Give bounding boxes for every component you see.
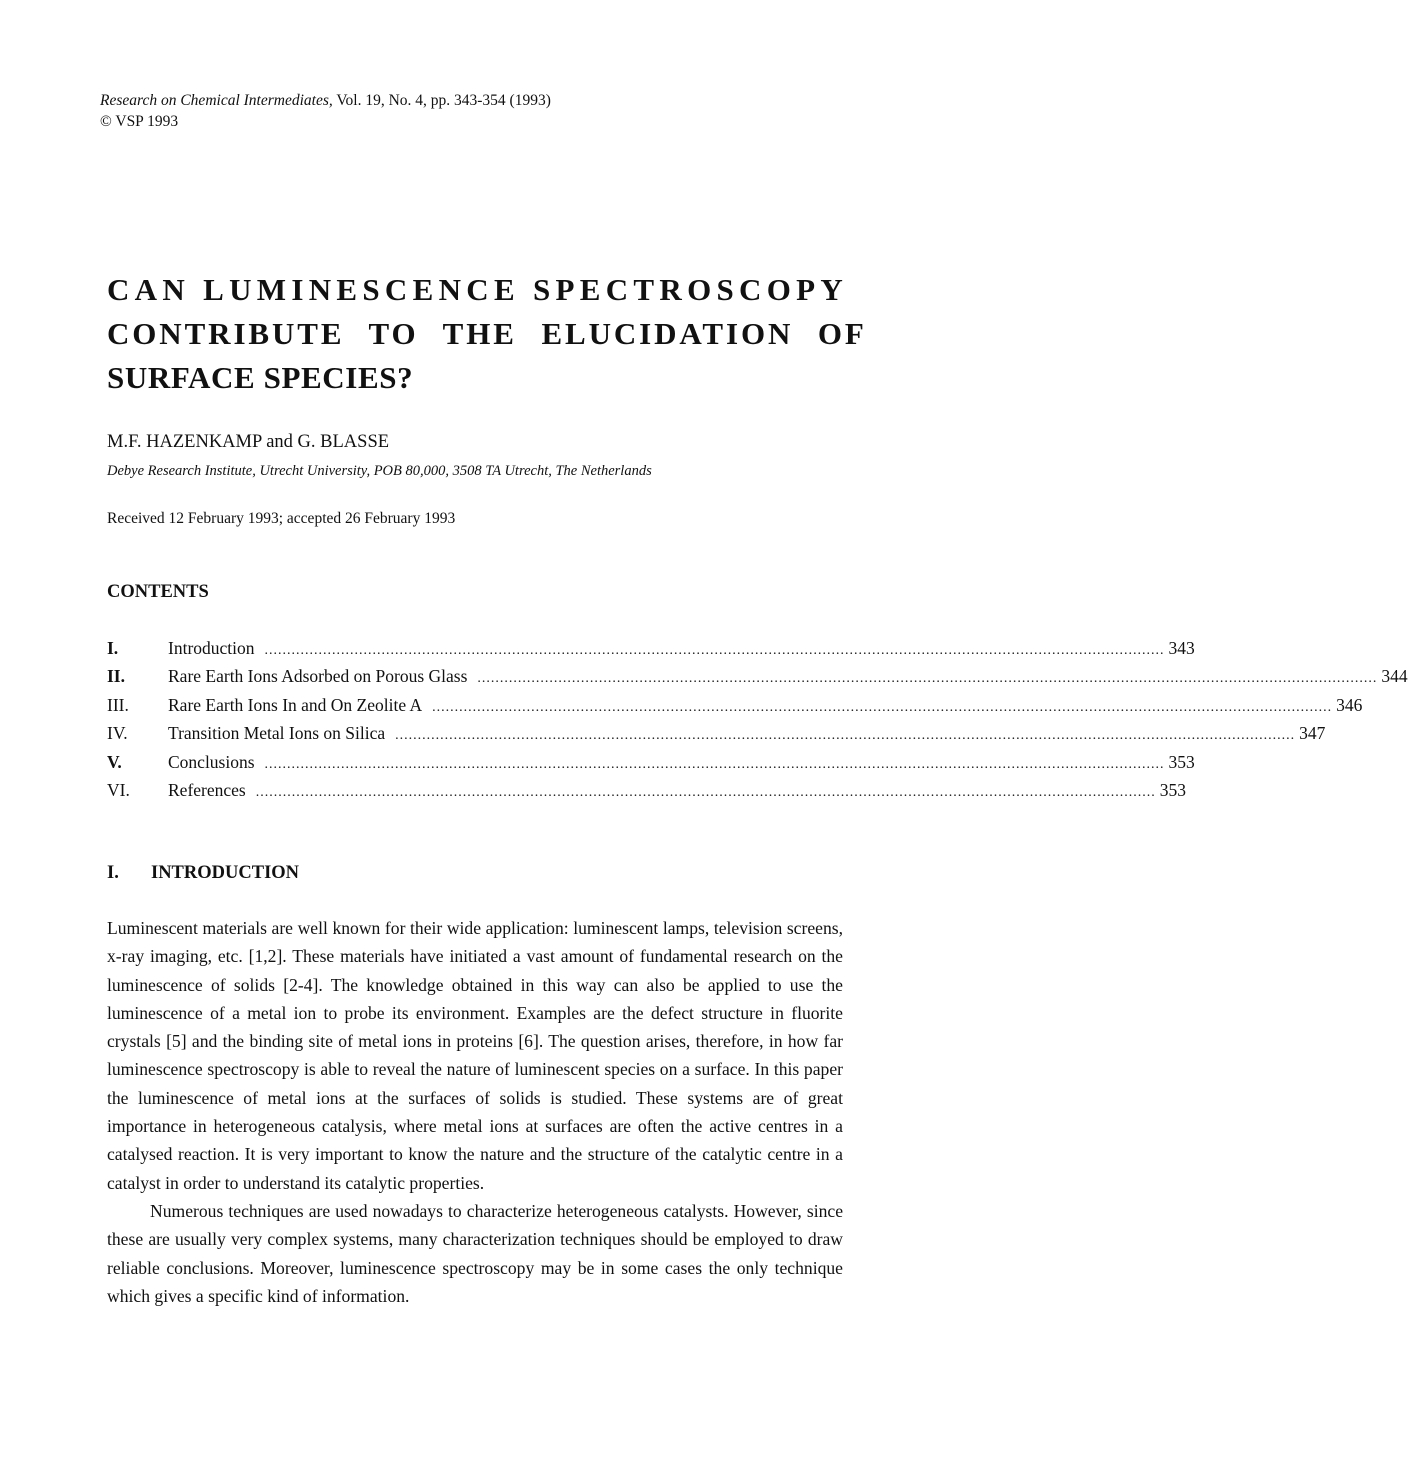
toc-number: V. <box>107 751 122 772</box>
toc-leader-dots: ........................................................................................................................................................................................................ <box>477 671 1378 687</box>
toc-page-number: 346 <box>1336 694 1363 715</box>
toc-title: Rare Earth Ions In and On Zeolite A <box>168 694 423 715</box>
toc-row <box>107 719 1326 747</box>
authors: M.F. HAZENKAMP and G. BLASSE <box>107 432 390 452</box>
toc-number: III. <box>107 694 129 715</box>
received-dates: Received 12 February 1993; accepted 26 February 1993 <box>107 510 456 527</box>
toc-leader-dots: ........................................................................................................................................................................................................ <box>255 784 1156 800</box>
toc-number: I. <box>107 638 119 658</box>
toc-leader-dots: ........................................................................................................................................................................................................ <box>432 699 1333 715</box>
toc-number: VI. <box>107 779 130 800</box>
toc-title: Introduction <box>168 638 255 658</box>
title-line-1: CAN LUMINESCENCE SPECTROSCOPY <box>107 272 849 307</box>
toc-row <box>107 662 1408 690</box>
toc-number: IV. <box>107 723 128 744</box>
contents-heading: CONTENTS <box>107 582 209 602</box>
paper-title <box>107 268 867 400</box>
toc-leader-dots: ........................................................................................................................................................................................................ <box>264 643 1165 658</box>
title-line-2: CONTRIBUTE TO THE ELUCIDATION OF <box>107 316 867 351</box>
toc-title: Transition Metal Ions on Silica <box>168 723 386 744</box>
toc-row <box>107 748 1195 776</box>
toc-leader-dots: ........................................................................................................................................................................................................ <box>395 728 1296 744</box>
journal-volume-pages: Vol. 19, No. 4, pp. 343-354 (1993) <box>332 92 551 109</box>
toc-page-number: 344 <box>1381 666 1408 687</box>
toc-row <box>107 691 1363 719</box>
section-heading <box>107 861 299 885</box>
title-line-3: SURFACE SPECIES? <box>107 360 414 395</box>
toc-page-number: 343 <box>1168 638 1195 658</box>
toc-page-number: 347 <box>1299 723 1326 744</box>
toc-number: II. <box>107 666 125 687</box>
toc-row <box>107 776 1186 804</box>
toc-title: References <box>168 779 246 800</box>
journal-citation <box>100 91 551 111</box>
copyright-notice: © VSP 1993 <box>100 113 179 130</box>
toc-page-number: 353 <box>1168 751 1195 772</box>
toc-leader-dots: ........................................................................................................................................................................................................ <box>264 756 1165 772</box>
affiliation: Debye Research Institute, Utrecht University, POB 80,000, 3508 TA Utrecht, The Netherlands <box>107 463 652 479</box>
table-of-contents <box>107 634 1408 804</box>
toc-title: Conclusions <box>168 751 255 772</box>
toc-row <box>107 634 1195 662</box>
body-paragraph: Numerous techniques are used nowadays to characterize heterogeneous catalysts. However, since these are usually very complex systems, many characterization techniques should be employed to draw reliable conclusions. Moreover, luminescence spectroscopy may be in some cases the only technique which gives a specific kind of information. <box>107 1200 843 1306</box>
journal-name: Research on Chemical Intermediates, <box>100 92 333 109</box>
toc-page-number: 353 <box>1159 779 1186 800</box>
toc-title: Rare Earth Ions Adsorbed on Porous Glass <box>168 666 468 687</box>
body-paragraph: Luminescent materials are well known for their wide application: luminescent lamps, television screens, x-ray imaging, etc. [1,2]. These materials have initiated a vast amount of fundamental research on the luminescence of solids [2-4]. The knowledge obtained in this way can also be applied to use the luminescence of a metal ion to probe its environment. Examples are the defect structure in fluorite crystals [5] and the binding site of metal ions in proteins [6]. The question arises, therefore, in how far luminescence spectroscopy is able to reveal the nature of luminescent species on a surface. In this paper the luminescence of metal ions at the surfaces of solids is studied. These systems are of great importance in heterogeneous catalysis, where metal ions at surfaces are often the active centres in a catalysed reaction. It is very important to know the nature and the structure of the catalytic centre in a catalyst in order to understand its catalytic properties. <box>107 918 843 1193</box>
section-number: I. <box>107 863 119 883</box>
introduction-body <box>107 914 843 1310</box>
section-title: INTRODUCTION <box>151 863 300 883</box>
